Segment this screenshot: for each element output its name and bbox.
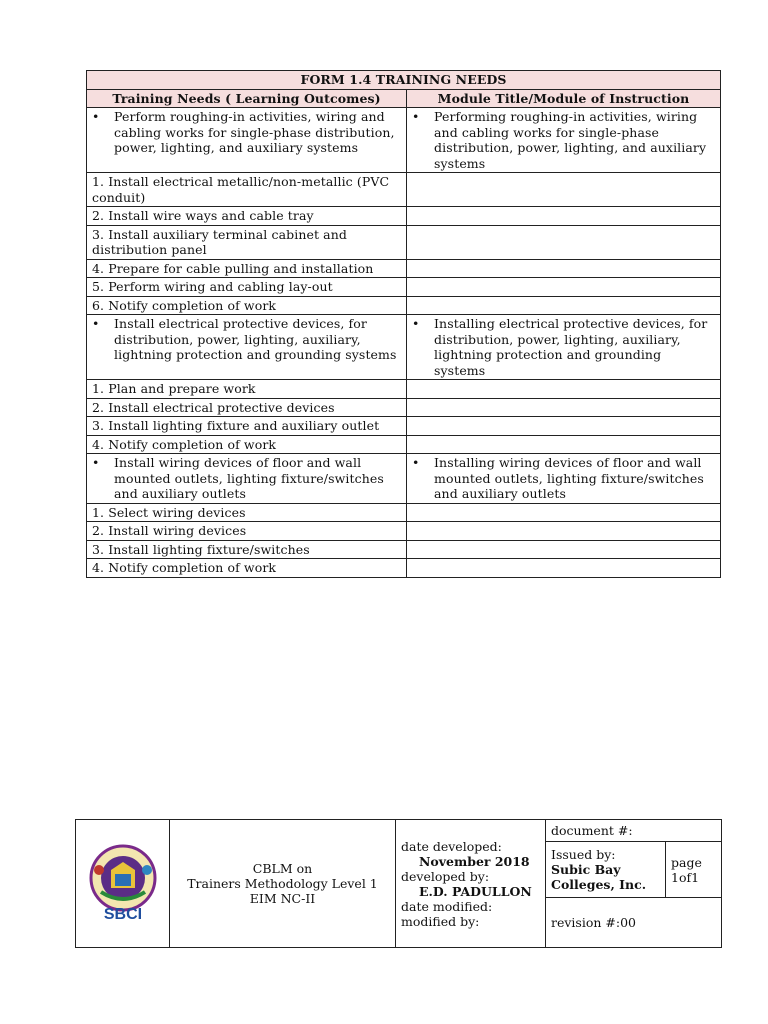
training-needs-table: [86, 70, 721, 578]
empty-cell: [407, 522, 721, 541]
developed-by-label: developed by:: [401, 868, 490, 884]
bullet-icon: •: [412, 455, 420, 470]
empty-cell: [407, 503, 721, 522]
outcome-text: 4. Notify completion of work: [87, 559, 407, 578]
outcome-text: 2. Install wire ways and cable tray: [87, 207, 407, 226]
training-need-row: [87, 454, 721, 504]
outcome-text: 3. Install lighting fixture and auxiliary outlet: [87, 417, 407, 436]
empty-cell: [407, 259, 721, 278]
training-need-cell: [87, 108, 407, 173]
empty-cell: [407, 380, 721, 399]
development-info-cell: [396, 820, 546, 948]
cblm-line: CBLM on: [252, 861, 313, 876]
issued-by-cell: [546, 842, 666, 898]
date-developed-label: date developed:: [401, 838, 502, 854]
outcome-row: [87, 522, 721, 541]
revision-cell: revision #:00: [546, 898, 722, 948]
bullet-icon: •: [412, 109, 420, 124]
outcome-text: 1. Install electrical metallic/non-metallic (PVC conduit): [87, 173, 407, 207]
outcome-row: [87, 380, 721, 399]
outcome-row: [87, 259, 721, 278]
empty-cell: [407, 559, 721, 578]
empty-cell: [407, 417, 721, 436]
module-title-text: Performing roughing-in activities, wiring and cabling works for single-phase distribution, power, lighting, and auxiliary systems: [434, 109, 707, 171]
document-number-cell: document #:: [546, 820, 722, 842]
empty-cell: [407, 398, 721, 417]
form-title-row: [87, 71, 721, 90]
outcome-text: 3. Install auxiliary terminal cabinet and distribution panel: [87, 225, 407, 259]
outcome-text: 1. Plan and prepare work: [87, 380, 407, 399]
module-title-cell: [407, 315, 721, 380]
page-cell: [666, 842, 722, 898]
outcome-text: 4. Prepare for cable pulling and installation: [87, 259, 407, 278]
module-title-cell: [407, 108, 721, 173]
bullet-icon: •: [92, 109, 100, 124]
training-need-row: [87, 108, 721, 173]
empty-cell: [407, 225, 721, 259]
outcome-row: [87, 225, 721, 259]
empty-cell: [407, 435, 721, 454]
training-need-row: [87, 315, 721, 380]
module-title-cell: [407, 454, 721, 504]
empty-cell: [407, 278, 721, 297]
cblm-line: Trainers Methodology Level 1: [187, 876, 378, 891]
outcome-text: 2. Install electrical protective devices: [87, 398, 407, 417]
training-need-cell: [87, 454, 407, 504]
outcome-row: [87, 398, 721, 417]
issuer-name: Colleges, Inc.: [551, 877, 647, 892]
outcome-text: 1. Select wiring devices: [87, 503, 407, 522]
cblm-cell: [170, 820, 396, 948]
outcome-row: [87, 559, 721, 578]
document-footer: [75, 819, 722, 948]
bullet-icon: •: [412, 316, 420, 331]
outcome-row: [87, 417, 721, 436]
training-need-text: Install wiring devices of floor and wall mounted outlets, lighting fixture/switches and auxiliary outlets: [114, 455, 384, 501]
date-developed-value: November 2018: [419, 853, 530, 869]
bullet-icon: •: [92, 455, 100, 470]
outcome-text: 3. Install lighting fixture/switches: [87, 540, 407, 559]
page-label: page: [671, 854, 702, 870]
module-title-text: Installing electrical protective devices, for distribution, power, lighting, auxiliary, lightning protection and grounding systems: [434, 316, 708, 378]
column-header-row: [87, 89, 721, 108]
issued-by-label: Issued by:: [551, 847, 616, 862]
header-module-title: Module Title/Module of Instruction: [407, 89, 721, 108]
date-modified-label: date modified:: [401, 898, 493, 914]
bullet-icon: •: [92, 316, 100, 331]
cblm-line: EIM NC-II: [249, 891, 316, 906]
empty-cell: [407, 296, 721, 315]
outcome-text: 2. Install wiring devices: [87, 522, 407, 541]
header-training-needs: Training Needs ( Learning Outcomes): [87, 89, 407, 108]
outcome-row: [87, 278, 721, 297]
training-need-text: Perform roughing-in activities, wiring and cabling works for single-phase distribution, power, lighting, and auxiliary systems: [114, 109, 395, 155]
training-need-cell: [87, 315, 407, 380]
outcome-row: [87, 435, 721, 454]
empty-cell: [407, 540, 721, 559]
training-need-text: Install electrical protective devices, for distribution, power, lighting, auxiliary, lightning protection and grounding systems: [114, 316, 397, 362]
outcome-row: [87, 207, 721, 226]
outcome-text: 5. Perform wiring and cabling lay-out: [87, 278, 407, 297]
empty-cell: [407, 173, 721, 207]
page-value: 1of1: [671, 869, 700, 885]
outcome-row: [87, 296, 721, 315]
developed-by-value: E.D. PADULLON: [419, 883, 532, 899]
issuer-name: Subic Bay: [551, 862, 621, 877]
outcome-text: 4. Notify completion of work: [87, 435, 407, 454]
modified-by-label: modified by:: [401, 913, 480, 929]
svg-text:SBCI: SBCI: [103, 906, 143, 923]
outcome-row: [87, 503, 721, 522]
outcome-row: [87, 540, 721, 559]
logo-cell: [76, 820, 170, 948]
outcome-row: [87, 173, 721, 207]
module-title-text: Installing wiring devices of floor and wall mounted outlets, lighting fixture/switches and auxiliary outlets: [434, 455, 704, 501]
empty-cell: [407, 207, 721, 226]
sbci-logo-icon: [81, 840, 165, 924]
form-title: FORM 1.4 TRAINING NEEDS: [87, 71, 721, 90]
outcome-text: 6. Notify completion of work: [87, 296, 407, 315]
